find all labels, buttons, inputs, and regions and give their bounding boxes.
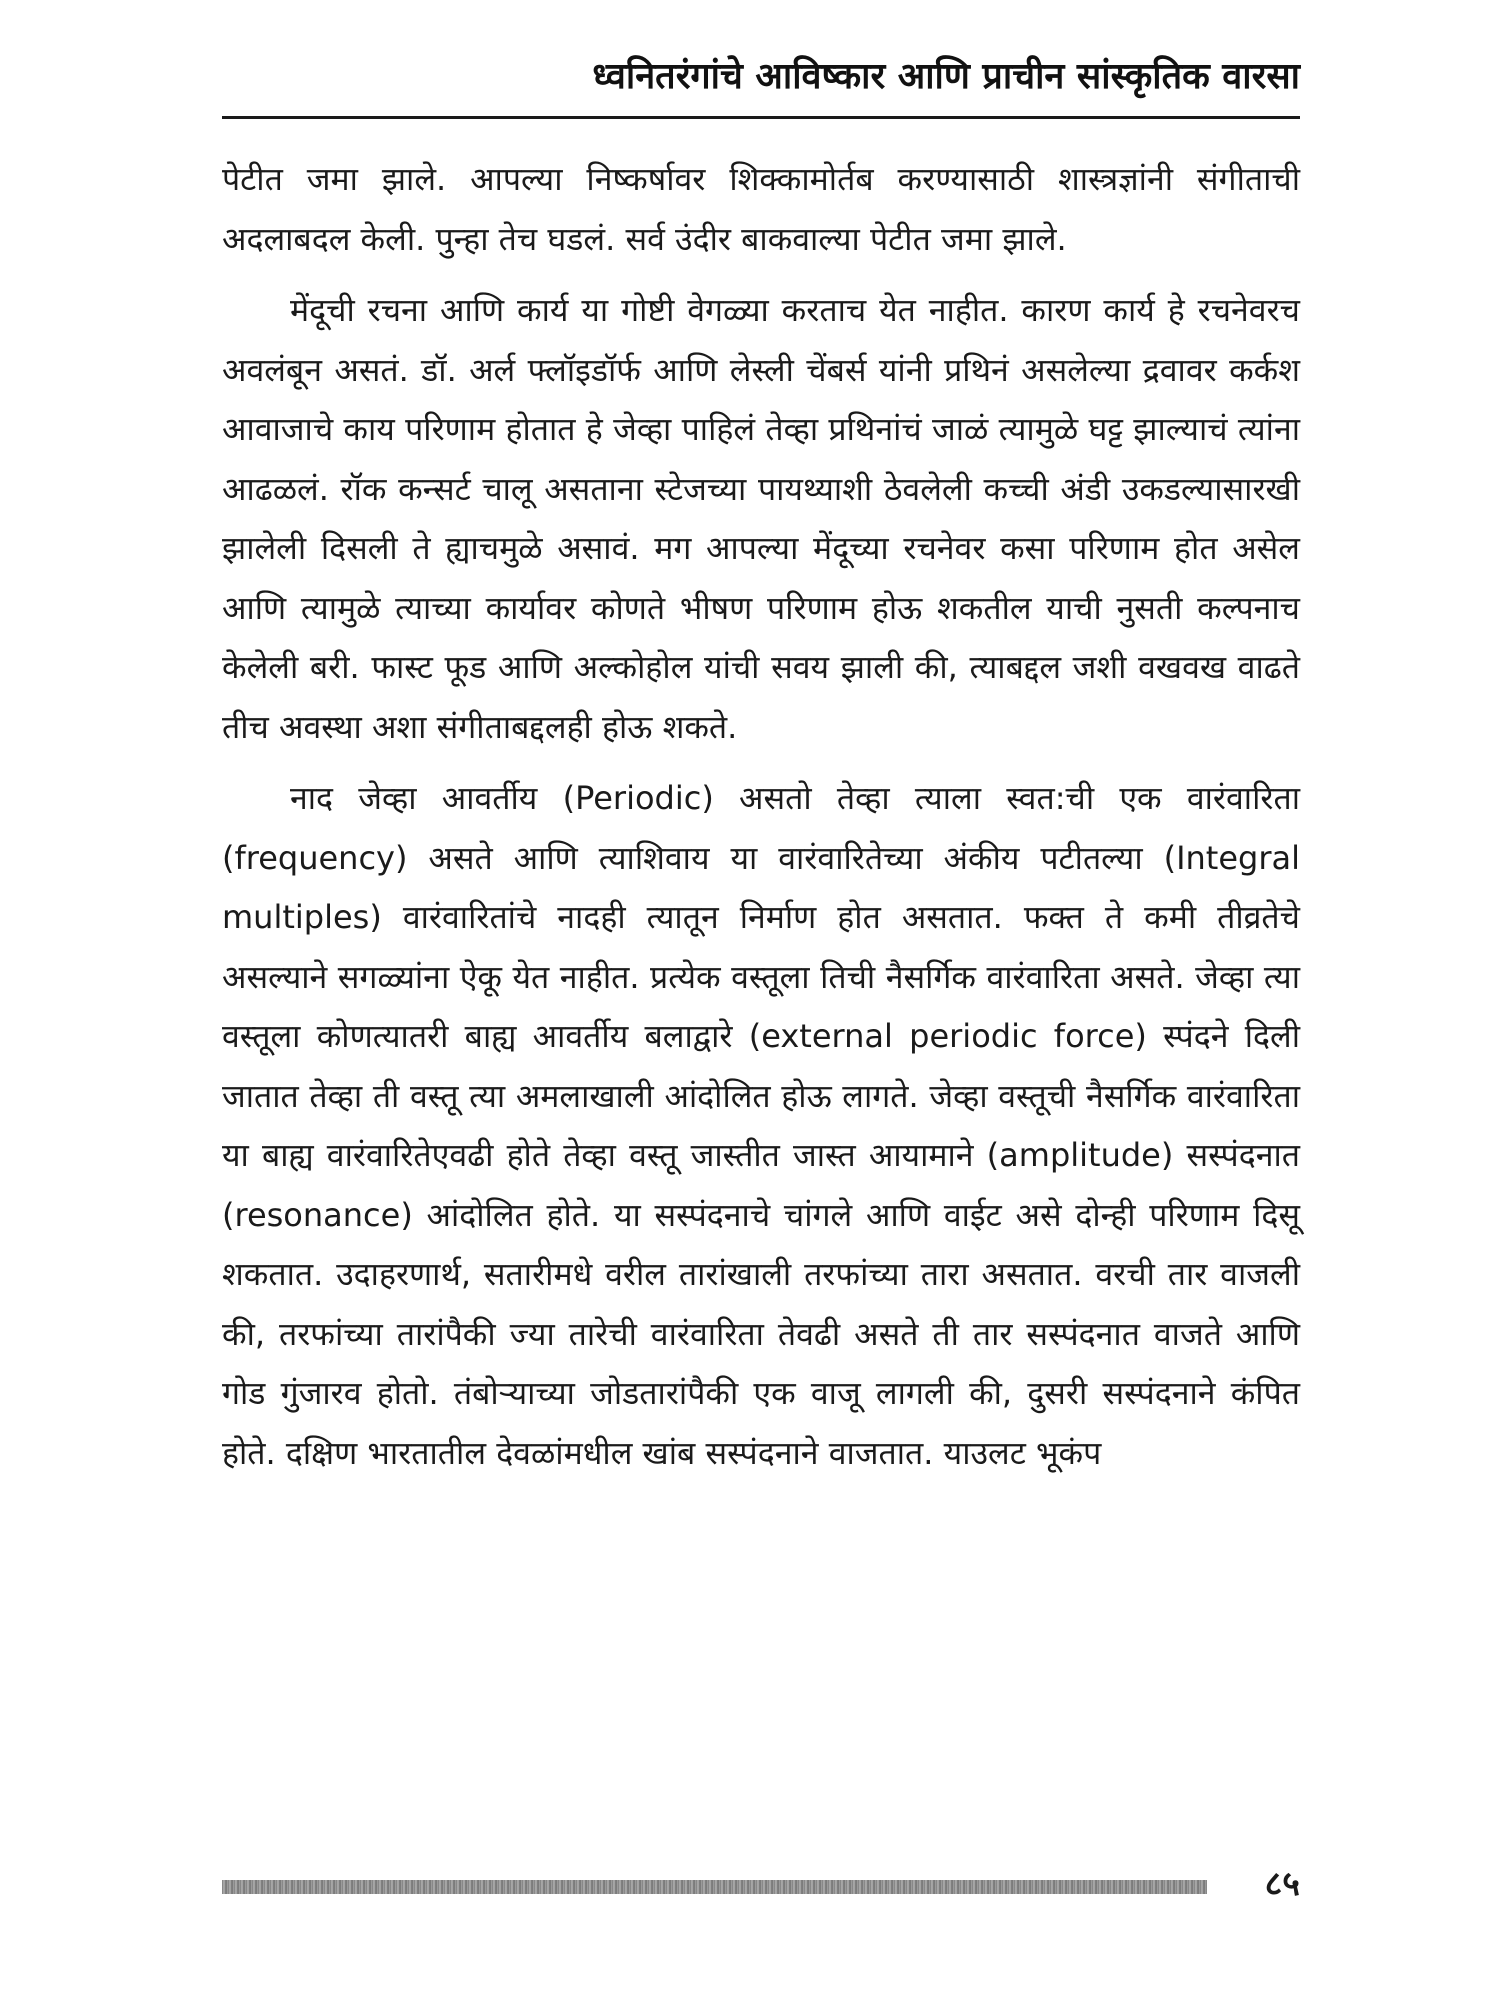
footer-decorative-bar [222,1880,1207,1894]
running-header-title: ध्वनितरंगांचे आविष्कार आणि प्राचीन सांस्कृतिक वारसा [592,56,1300,97]
page-number: ८५ [1264,1864,1300,1904]
paragraph-resonance: नाद जेव्हा आवर्तीय (Periodic) असतो तेव्हा त्याला स्वत:ची एक वारंवारिता (frequency) असते आणि त्याशिवाय या वारंवारितेच्या अंकीय पटीतल्या (Integral multiples) वारंवारितांचे नादही त्यातून निर्माण होत असतात. फक्त ते कमी तीव्रतेचे असल्याने सगळ्यांना ऐकू येत नाहीत. प्रत्येक वस्तूला तिची नैसर्गिक वारंवारिता असते. जेव्हा त्या वस्तूला कोणत्यातरी बाह्य आवर्तीय बलाद्वारे (external periodic force) स्पंदने दिली जातात तेव्हा ती वस्तू त्या अमलाखाली आंदोलित होऊ लागते. जेव्हा वस्तूची नैसर्गिक वारंवारिता या बाह्य वारंवारितेएवढी होते तेव्हा वस्तू जास्तीत जास्त आयामाने (amplitude) सस्पंदनात (resonance) आंदोलित होते. या सस्पंदनाचे चांगले आणि वाईट असे दोन्ही परिणाम दिसू शकतात. उदाहरणार्थ, सतारीमधे वरील तारांखाली तरफांच्या तारा असतात. वरची तार वाजली की, तरफांच्या तारांपैकी ज्या तारेची वारंवारिता तेवढी असते ती तार सस्पंदनात वाजते आणि गोड गुंजारव होतो. तंबोऱ्याच्या जोडतारांपैकी एक वाजू लागली की, दुसरी सस्पंदनाने कंपित होते. दक्षिण भारतातील देवळांमधील खांब सस्पंदनाने वाजतात. याउलट भूकंप [222,779,1300,1472]
paragraph-continuation: पेटीत जमा झाले. आपल्या निष्कर्षावर शिक्कामोर्तब करण्यासाठी शास्त्रज्ञांनी संगीताची अदलाबदल केली. पुन्हा तेच घडलं. सर्व उंदीर बाकवाल्या पेटीत जमा झाले. [222,160,1300,258]
paragraph-brain-structure: मेंदूची रचना आणि कार्य या गोष्टी वेगळ्या करताच येत नाहीत. कारण कार्य हे रचनेवरच अवलंबून असतं. डॉ. अर्ल फ्लॉइडॉर्फ आणि लेस्ली चेंबर्स यांनी प्रथिनं असलेल्या द्रवावर कर्कश आवाजाचे काय परिणाम होतात हे जेव्हा पाहिलं तेव्हा प्रथिनांचं जाळं त्यामुळे घट्ट झाल्याचं त्यांना आढळलं. रॉक कन्सर्ट चालू असताना स्टेजच्या पायथ्याशी ठेवलेली कच्ची अंडी उकडल्यासारखी झालेली दिसली ते ह्याचमुळे असावं. मग आपल्या मेंदूच्या रचनेवर कसा परिणाम होत असेल आणि त्यामुळे त्याच्या कार्यावर कोणते भीषण परिणाम होऊ शकतील याची नुसती कल्पनाच केलेली बरी. फास्ट फूड आणि अल्कोहोल यांची सवय झाली की, त्याबद्दल जशी वखवख वाढते तीच अवस्था अशा संगीताबद्दलही होऊ शकते. [222,291,1300,746]
header-rule [222,116,1300,119]
body-text [222,150,1300,1495]
